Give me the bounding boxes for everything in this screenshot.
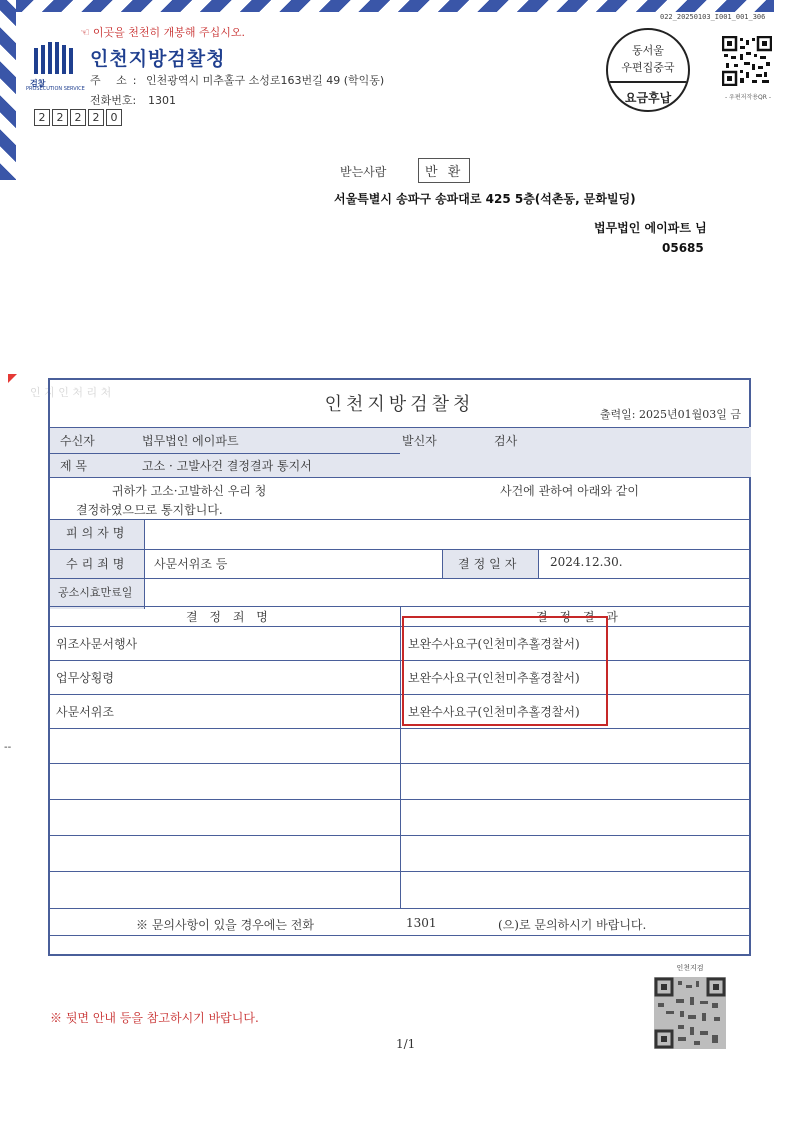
sender-zip-boxes <box>34 109 122 126</box>
logo-wordmark: 검찰 <box>30 79 46 88</box>
recipient-field-label: 수신자 <box>60 434 95 448</box>
inquiry-phone: 1301 <box>406 916 437 930</box>
bottom-qr-caption: 인천지검 <box>676 964 704 972</box>
table-row-crime: 위조사문서행사 <box>56 637 138 651</box>
message-line1-a: 귀하가 고소·고발하신 우리 청 <box>112 484 267 498</box>
charge-label: 수리죄명 <box>66 557 129 571</box>
result-column-header: 결 정 결 과 <box>536 610 622 624</box>
page-number: 1/1 <box>396 1037 416 1051</box>
recipient-zip: 05685 <box>662 241 704 255</box>
sender-field-label: 발신자 <box>402 434 437 448</box>
logo-subtitle: PROSECUTION SERVICE <box>26 86 85 92</box>
sender-phone: 1301 <box>148 94 176 107</box>
ghost-stamp-text: 인 지 인 처 리 처 <box>30 386 112 399</box>
table-row-result: 보완수사요구(인천미추홀경찰서) <box>408 637 580 651</box>
document-qr-code-icon <box>654 977 726 1049</box>
zip-digit: 2 <box>34 109 50 126</box>
recipient-address: 서울특별시 송파구 송파대로 425 5층(석촌동, 문화빌딩) <box>334 192 636 206</box>
highlight-box <box>402 616 608 726</box>
zip-digit: 2 <box>88 109 104 126</box>
zip-digit: 2 <box>70 109 86 126</box>
corner-mark <box>8 374 17 383</box>
qr-caption: - 우편저작용QR - <box>724 94 772 101</box>
sender-phone-row: 전화번호: 1301 <box>90 94 176 107</box>
decision-date-value: 2024.12.30. <box>550 555 623 569</box>
fold-mark: -- <box>4 742 12 753</box>
postal-qr-code-icon <box>722 36 772 86</box>
table-row-crime: 사문서위조 <box>56 705 114 719</box>
sender-address: 인천광역시 미추홀구 소성로163번길 49 (학익동) <box>146 74 385 87</box>
subject-field-label: 제 목 <box>60 459 87 473</box>
tracking-code: 022_20250103_I001_001_306 <box>660 13 766 21</box>
suspect-label: 피의자명 <box>66 526 129 540</box>
notice-form <box>48 378 751 956</box>
sender-org-name: 인천지방검찰청 <box>90 48 226 70</box>
print-date: 출력일: 2025년01월03일 금 <box>599 408 741 421</box>
subject-field-value: 고소 · 고발사건 결정결과 통지서 <box>142 459 312 473</box>
zip-digit: 2 <box>52 109 68 126</box>
crime-column-header: 결 정 죄 명 <box>186 610 272 624</box>
statute-label: 공소시효만료일 <box>58 586 133 599</box>
sender-address-row: 주 소: 인천광역시 미추홀구 소성로163번길 49 (학익동) <box>90 74 385 87</box>
charge-value: 사문서위조 등 <box>154 557 228 571</box>
table-row-result: 보완수사요구(인천미추홀경찰서) <box>408 671 580 685</box>
zip-digit: 0 <box>106 109 122 126</box>
recipient-label: 받는사람 <box>340 165 387 179</box>
message-line2: 결정하였으므로 통지합니다. <box>76 503 223 517</box>
sender-field-value: 검사 <box>494 434 518 448</box>
airmail-border-left <box>0 0 16 180</box>
inquiry-text-end: (으)로 문의하시기 바랍니다. <box>498 918 647 932</box>
postage-paid-stamp: 동서울 우편집중국 요금후납 <box>606 28 690 112</box>
pointing-hand-icon: ☜ <box>80 26 90 39</box>
airmail-border-top <box>14 0 774 12</box>
table-row-crime: 업무상횡령 <box>56 671 114 685</box>
recipient-name: 법무법인 에이파트 님 <box>594 221 707 235</box>
footnote: ※ 뒷면 안내 등을 참고하시기 바랍니다. <box>50 1011 259 1025</box>
form-title: 인천지방검찰청 <box>324 394 475 415</box>
table-row-result: 보완수사요구(인천미추홀경찰서) <box>408 705 580 719</box>
open-carefully-notice: ☜ 이곳을 천천히 개봉해 주십시오. <box>80 26 245 39</box>
recipient-field-value: 법무법인 에이파트 <box>142 434 239 448</box>
return-stamp: 반 환 <box>418 158 470 183</box>
inquiry-text: ※ 문의사항이 있을 경우에는 전화 <box>136 918 314 932</box>
decision-date-label: 결정일자 <box>458 557 521 571</box>
message-line1-b: 사건에 관하여 아래와 같이 <box>500 484 639 498</box>
